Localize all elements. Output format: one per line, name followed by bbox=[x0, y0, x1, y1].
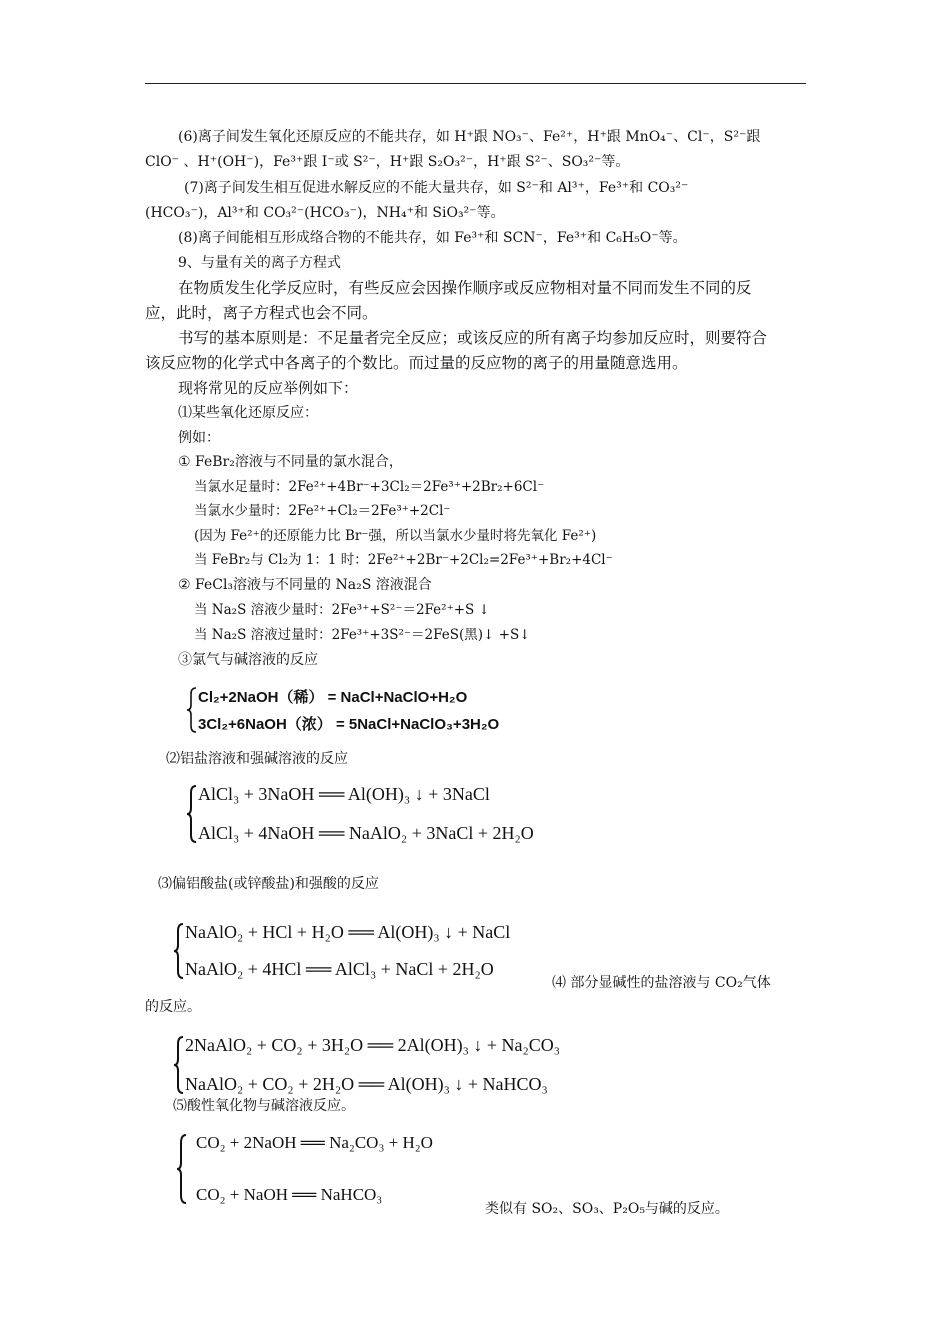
text-line: (6)离子间发生氧化还原反应的不能共存，如 H⁺跟 NO₃⁻、Fe²⁺，H⁺跟 MnO₄⁻、Cl⁻，S²⁻跟 bbox=[178, 129, 761, 145]
equation-row: 2NaAlO₂ + CO₂ + 3H₂O ══ 2Al(OH)₃ ↓ + Na₂CO₃ bbox=[185, 1035, 561, 1055]
equation-row: CO₂ + NaOH ══ NaHCO₃ bbox=[196, 1185, 383, 1204]
equation-line: 当氯水足量时：2Fe²⁺+4Br⁻+3Cl₂＝2Fe³⁺+2Br₂+6Cl⁻ bbox=[194, 479, 545, 495]
section-heading: 9、与量有关的离子方程式 bbox=[178, 255, 341, 271]
equation-aluminium-hydroxide bbox=[186, 784, 534, 844]
header-rule bbox=[145, 83, 806, 84]
text-line: ClO⁻ 、H⁺(OH⁻)，Fe³⁺跟 I⁻或 S²⁻，H⁺跟 S₂O₃²⁻，H⁺跟 S²⁻、SO₃²⁻等。 bbox=[145, 154, 630, 170]
text-line: ⑶偏铝酸盐(或锌酸盐)和强酸的反应 bbox=[158, 876, 379, 892]
equation-row: 3Cl₂+6NaOH（浓） = 5NaCl+NaClO₃+3H₂O bbox=[198, 716, 500, 733]
equation-line: 当氯水少量时：2Fe²⁺+Cl₂＝2Fe³⁺+2Cl⁻ bbox=[194, 503, 451, 519]
text-line: (HCO₃⁻)，Al³⁺和 CO₃²⁻(HCO₃⁻)，NH₄⁺和 SiO₃²⁻等。 bbox=[145, 205, 505, 221]
equation-row: NaAlO₂ + CO₂ + 2H₂O ══ Al(OH)₃ ↓ + NaHCO₃ bbox=[185, 1074, 548, 1094]
text-line: ⑵铝盐溶液和强碱溶液的反应 bbox=[166, 751, 348, 767]
text-line: (7)离子间发生相互促进水解反应的不能大量共存，如 S²⁻和 Al³⁺，Fe³⁺和 CO₃²⁻ bbox=[184, 180, 689, 196]
equation-line: 当 FeBr₂与 Cl₂为 1：1 时：2Fe²⁺+2Br⁻+2Cl₂=2Fe³⁺+Br₂+4Cl⁻ bbox=[194, 552, 613, 568]
equation-row: AlCl₃ + 3NaOH ══ Al(OH)₃ ↓ + 3NaCl bbox=[198, 784, 490, 804]
equation-row: AlCl₃ + 4NaOH ══ NaAlO₂ + 3NaCl + 2H₂O bbox=[198, 823, 534, 843]
brace-icon bbox=[173, 1035, 185, 1095]
text-line: (因为 Fe²⁺的还原能力比 Br⁻强，所以当氯水少量时将先氧化 Fe²⁺) bbox=[194, 528, 597, 544]
text-line: ⑸酸性氧化物与碱溶液反应。 bbox=[173, 1098, 355, 1114]
equation-row: NaAlO₂ + 4HCl ══ AlCl₃ + NaCl + 2H₂O bbox=[185, 959, 494, 979]
equation-chlorine-alkali bbox=[186, 686, 499, 734]
equation-acidic-oxide bbox=[176, 1133, 433, 1205]
text-line: ③氯气与碱溶液的反应 bbox=[178, 652, 318, 668]
equation-row: Cl₂+2NaOH（稀） = NaCl+NaClO+H₂O bbox=[198, 689, 468, 706]
text-line: 在物质发生化学反应时，有些反应会因操作顺序或反应物相对量不同而发生不同的反 bbox=[178, 279, 752, 297]
brace-icon bbox=[176, 1133, 188, 1205]
brace-icon bbox=[173, 922, 185, 980]
text-line: 书写的基本原则是：不足量者完全反应；或该反应的所有离子均参加反应时，则要符合 bbox=[178, 329, 768, 347]
text-line: ⑴某些氧化还原反应： bbox=[178, 405, 318, 421]
equation-row: NaAlO₂ + HCl + H₂O ══ Al(OH)₃ ↓ + NaCl bbox=[185, 922, 511, 942]
text-line: (8)离子间能相互形成络合物的不能共存，如 Fe³⁺和 SCN⁻，Fe³⁺和 C₆H₅O⁻等。 bbox=[178, 230, 687, 246]
text-line: 例如： bbox=[178, 430, 220, 446]
text-line: 应，此时，离子方程式也会不同。 bbox=[145, 304, 378, 322]
equation-aluminate-acid bbox=[173, 922, 510, 980]
equation-line: 当 Na₂S 溶液过量时：2Fe³⁺+3S²⁻＝2FeS(黑)↓ +S↓ bbox=[194, 627, 531, 643]
text-line: ① FeBr₂溶液与不同量的氯水混合， bbox=[178, 454, 403, 470]
equation-aluminate-co2 bbox=[173, 1035, 560, 1095]
text-line: 现将常见的反应举例如下： bbox=[178, 379, 359, 397]
text-line: 该反应物的化学式中各离子的个数比。而过量的反应物的离子的用量随意选用。 bbox=[145, 354, 688, 372]
text-line: 的反应。 bbox=[145, 999, 201, 1015]
equation-row: CO₂ + 2NaOH ══ Na₂CO₃ + H₂O bbox=[196, 1133, 433, 1152]
text-line: 类似有 SO₂、SO₃、P₂O₅与碱的反应。 bbox=[485, 1201, 729, 1217]
brace-icon bbox=[186, 686, 198, 734]
text-line: ⑷ 部分显碱性的盐溶液与 CO₂气体 bbox=[552, 975, 771, 991]
brace-icon bbox=[186, 784, 198, 844]
text-line: ② FeCl₃溶液与不同量的 Na₂S 溶液混合 bbox=[178, 577, 432, 593]
equation-line: 当 Na₂S 溶液少量时：2Fe³⁺+S²⁻＝2Fe²⁺+S ↓ bbox=[194, 602, 490, 618]
